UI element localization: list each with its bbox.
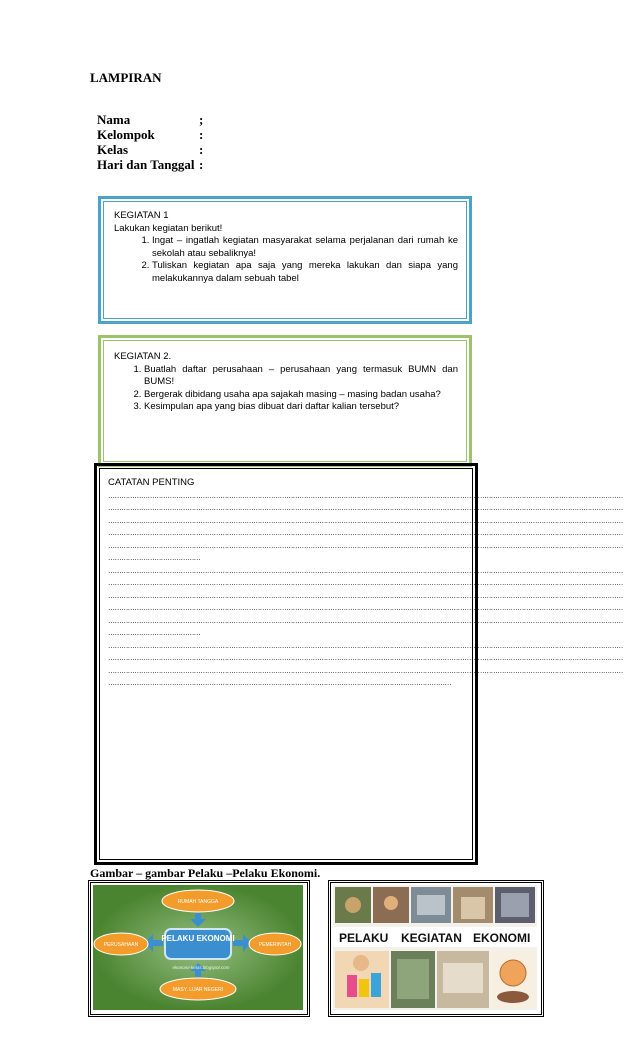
catatan-title: CATATAN PENTING <box>108 477 195 488</box>
diagram-left-label: PERUSAHAAN <box>103 942 139 948</box>
catatan-line: ……………………………………………………………………………………………………………………………………………………………………………………………………………… <box>108 654 623 662</box>
kegiatan-1-item: 2. Tuliskan kegiatan apa saja yang mereka lakukan dan siapa yang melakukannya dalam sebuah tabel <box>152 260 458 285</box>
diagram-top-label: RUMAH TANGGA <box>177 899 219 905</box>
kegiatan-1-item: 1. Ingat – ingatlah kegiatan masyarakat selama perjalanan dari rumah ke sekolah atau sebaliknya! <box>152 235 458 260</box>
catatan-line: ……………………………………………………………………………………………………………………………………………………………………………………………………………… <box>108 666 623 675</box>
kegiatan-1-list <box>114 235 458 285</box>
diagram-bottom-label: MASY. LUAR NEGERI <box>172 987 224 993</box>
pelaku-kegiatan-ekonomi-collage <box>333 885 537 1010</box>
catatan-line: ……………………………………………………………………………………………………………………………………………………………………………………………………………… <box>108 591 623 600</box>
diagram-right-label: PEMERINTAH <box>258 942 292 948</box>
page-heading: LAMPIRAN <box>90 70 162 85</box>
figure-caption: Gambar – gambar Pelaku –Pelaku Ekonomi. <box>90 866 321 880</box>
identity-table <box>97 112 203 172</box>
kegiatan-2-title: KEGIATAN 2. <box>114 351 172 362</box>
diagram-center-label: PELAKU EKONOMI <box>161 934 235 943</box>
catatan-lines <box>108 490 623 690</box>
catatan-line: ……………………………………………………………………………………………………………………………………………………………………………………………………………… <box>108 516 623 525</box>
collage-title-word-2: KEGIATAN <box>401 931 462 945</box>
identity-label: Kelompok <box>97 127 155 142</box>
kegiatan-2-item: 3. Kesimpulan apa yang bias dibuat dari daftar kalian tersebut? <box>144 401 458 414</box>
identity-separator: : <box>199 157 204 172</box>
catatan-line: ……………………………………………………………………………………………………………………………………………………………………………………………………………… <box>108 541 623 550</box>
kegiatan-2-box <box>98 335 472 467</box>
identity-label: Hari dan Tanggal <box>97 157 195 172</box>
identity-separator: ; <box>199 112 204 127</box>
catatan-line: ………………………………………………………………………………………………………………………………………… <box>108 679 452 687</box>
pelaku-kegiatan-ekonomi-collage-frame <box>328 880 544 1017</box>
identity-row-hari <box>97 157 203 172</box>
catatan-line: ……………………………………………………………………………………………………………………………………………………………………………………………………………… <box>108 616 623 625</box>
collage-title-word-1: PELAKU <box>339 931 389 945</box>
catatan-line: ……………………………………………………………………………………………………………………………………………………………………………………………………………… <box>108 529 623 537</box>
kegiatan-2-item: 1. Buatlah daftar perusahaan – perusahaan yang termasuk BUMN dan BUMS! <box>144 364 458 389</box>
diagram-url: ekonomi-kelas.blogspot.com <box>172 965 230 970</box>
identity-row-nama <box>97 112 203 127</box>
pelaku-ekonomi-diagram <box>93 885 303 1010</box>
catatan-line: ……………………………………………………………………………………………………………………………………………………………………………………………………………… <box>108 579 623 587</box>
identity-label: Nama <box>97 112 131 127</box>
kegiatan-1-box <box>98 196 472 324</box>
catatan-penting-box <box>94 463 623 865</box>
pelaku-ekonomi-diagram-frame <box>88 880 310 1017</box>
identity-label: Kelas <box>97 142 129 157</box>
catatan-line: ……………………………………………………………………………………………………………………………………………………………………………………………………………… <box>108 566 623 575</box>
identity-separator: : <box>199 127 204 142</box>
catatan-line: …………………………………… <box>108 629 201 637</box>
identity-separator: : <box>199 142 204 157</box>
catatan-line: …………………………………… <box>108 554 201 562</box>
kegiatan-1-title: KEGIATAN 1 <box>114 210 169 221</box>
catatan-line: ……………………………………………………………………………………………………………………………………………………………………………………………………………… <box>108 641 623 650</box>
identity-row-kelas <box>97 142 203 157</box>
identity-row-kelompok <box>97 127 203 142</box>
kegiatan-2-list <box>114 364 458 414</box>
kegiatan-2-item: 2. Bergerak dibidang usaha apa sajakah masing – masing badan usaha? <box>144 389 458 402</box>
catatan-line: ……………………………………………………………………………………………………………………………………………………………………………………………………………… <box>108 491 623 500</box>
catatan-line: ……………………………………………………………………………………………………………………………………………………………………………………………………………… <box>108 604 623 612</box>
catatan-line: ……………………………………………………………………………………………………………………………………………………………………………………………………………… <box>108 504 623 512</box>
collage-title-word-3: EKONOMI <box>473 931 531 945</box>
kegiatan-1-intro: Lakukan kegiatan berikut! <box>114 222 223 234</box>
